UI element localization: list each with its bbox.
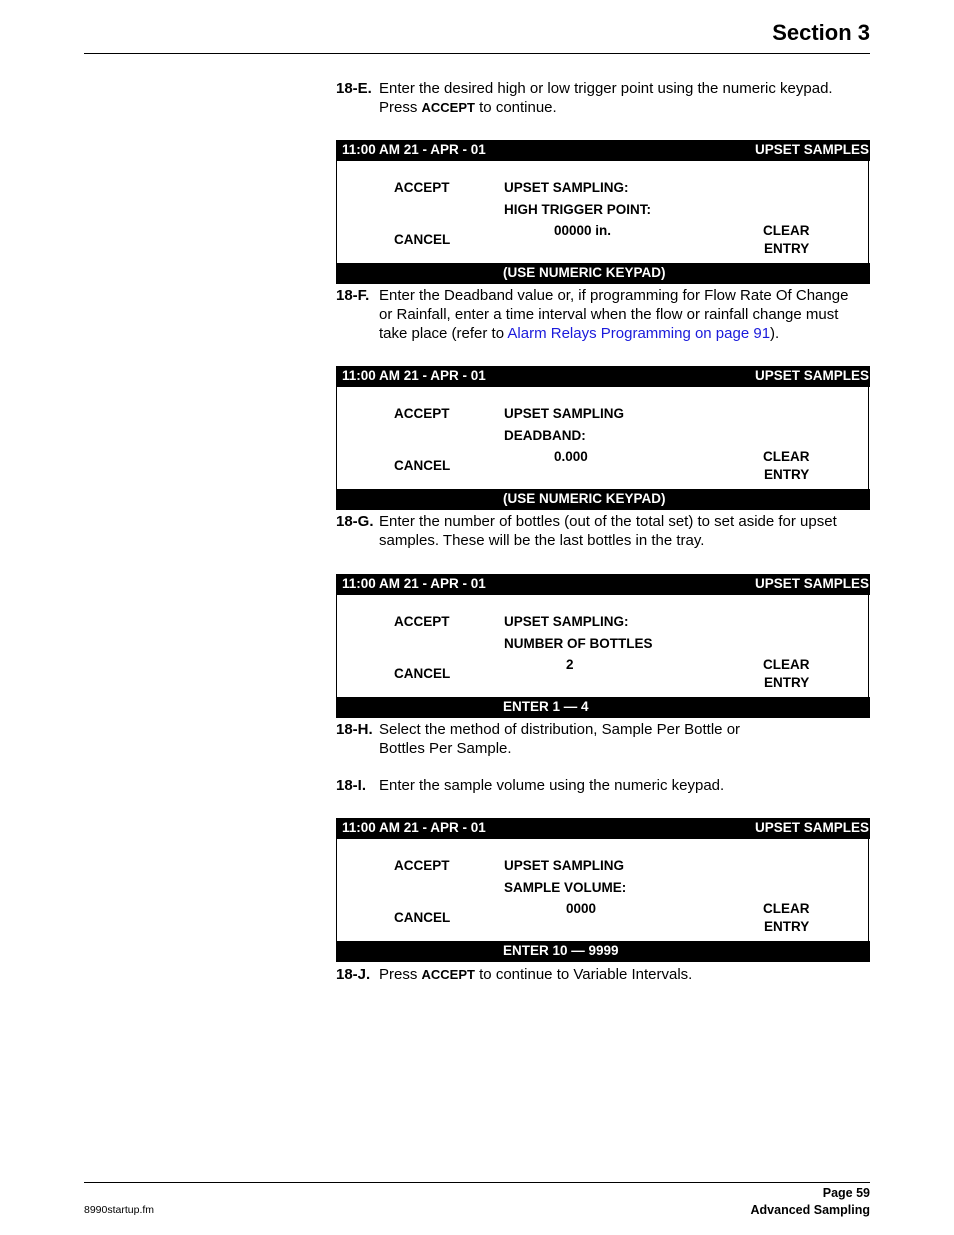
screen-header xyxy=(336,818,870,839)
page-number: Page 59 xyxy=(822,1186,870,1200)
step-18h xyxy=(336,720,876,758)
step-number: 18-F. xyxy=(336,287,370,304)
accept-softkey[interactable]: ACCEPT xyxy=(394,406,450,421)
cancel-softkey[interactable]: CANCEL xyxy=(394,666,451,681)
cancel-softkey[interactable]: CANCEL xyxy=(394,232,451,247)
screen-body xyxy=(336,839,869,941)
cancel-softkey[interactable]: CANCEL xyxy=(394,910,451,925)
step-18f xyxy=(336,286,876,343)
screen-prompt-line1: UPSET SAMPLING: xyxy=(504,614,629,629)
page-footer xyxy=(751,1185,870,1219)
source-filename: 8990startup.fm xyxy=(84,1204,155,1216)
display-screen-number-of-bottles xyxy=(336,574,870,718)
screen-value: 0000 xyxy=(566,901,597,916)
step-number: 18-E. xyxy=(336,80,372,97)
step-number: 18-G. xyxy=(336,513,374,530)
screen-footer: ENTER 10 — 9999 xyxy=(336,941,870,962)
footer-rule xyxy=(84,1182,870,1183)
accept-softkey[interactable]: ACCEPT xyxy=(394,614,450,629)
screen-prompt-line1: UPSET SAMPLING xyxy=(504,406,625,421)
clear-softkey[interactable]: CLEAR xyxy=(763,901,810,916)
step-text: Enter the sample volume using the numeric keypad. xyxy=(379,777,725,794)
step-18g xyxy=(336,512,876,550)
accept-softkey[interactable]: ACCEPT xyxy=(394,858,450,873)
screen-mode: UPSET SAMPLES xyxy=(754,368,869,383)
screen-prompt-line2: DEADBAND: xyxy=(504,428,586,443)
screen-value: 0.000 xyxy=(554,449,588,464)
section-title: Section 3 xyxy=(772,20,870,45)
screen-prompt-line2: HIGH TRIGGER POINT: xyxy=(504,202,652,217)
screen-footer: (USE NUMERIC KEYPAD) xyxy=(336,263,870,284)
screen-timestamp: 11:00 AM 21 - APR - 01 xyxy=(342,142,486,157)
step-text: Enter the number of bottles (out of the total set) to set aside for upset samples. These will be the last bottles in the tray. xyxy=(379,513,837,549)
entry-softkey-label[interactable]: ENTRY xyxy=(764,919,810,934)
screen-body xyxy=(336,387,869,489)
step-18e xyxy=(336,79,876,117)
screen-footer: (USE NUMERIC KEYPAD) xyxy=(336,489,870,510)
alarm-relays-link[interactable]: Alarm Relays Programming on page 91 xyxy=(507,325,771,342)
screen-body xyxy=(336,595,869,697)
accept-softkey[interactable]: ACCEPT xyxy=(394,180,450,195)
screen-prompt-line1: UPSET SAMPLING: xyxy=(504,180,629,195)
screen-header xyxy=(336,140,870,161)
cancel-softkey[interactable]: CANCEL xyxy=(394,458,451,473)
clear-softkey[interactable]: CLEAR xyxy=(763,449,810,464)
screen-footer: ENTER 1 — 4 xyxy=(336,697,870,718)
clear-softkey[interactable]: CLEAR xyxy=(763,223,810,238)
step-text: Enter the Deadband value or, if programming for Flow Rate Of Change or Rainfall, enter a time interval when the flow or rainfall change must take place (refer to Alarm Relays Programming on page 91). xyxy=(379,287,849,342)
screen-mode: UPSET SAMPLES xyxy=(754,576,869,591)
screen-header xyxy=(336,574,870,595)
display-screen-sample-volume xyxy=(336,818,870,962)
screen-value: 00000 in. xyxy=(554,223,612,238)
screen-timestamp: 11:00 AM 21 - APR - 01 xyxy=(342,820,486,835)
screen-prompt-line2: NUMBER OF BOTTLES xyxy=(504,636,653,651)
step-text: Press ACCEPT to continue to Variable Intervals. xyxy=(379,966,693,983)
header-rule xyxy=(84,53,870,54)
entry-softkey-label[interactable]: ENTRY xyxy=(764,675,810,690)
display-screen-deadband xyxy=(336,366,870,510)
step-text: Select the method of distribution, Sample Per Bottle or Bottles Per Sample. xyxy=(379,721,741,757)
screen-prompt-line1: UPSET SAMPLING xyxy=(504,858,625,873)
screen-mode: UPSET SAMPLES xyxy=(754,142,869,157)
display-screen-high-trigger xyxy=(336,140,870,284)
screen-header xyxy=(336,366,870,387)
step-18j xyxy=(336,965,876,984)
entry-softkey-label[interactable]: ENTRY xyxy=(764,467,810,482)
step-18i xyxy=(336,776,876,795)
step-number: 18-H. xyxy=(336,721,373,738)
screen-body xyxy=(336,161,869,263)
accept-keyword: ACCEPT xyxy=(421,967,475,982)
step-number: 18-J. xyxy=(336,966,371,983)
accept-keyword: ACCEPT xyxy=(421,100,475,115)
entry-softkey-label[interactable]: ENTRY xyxy=(764,241,810,256)
screen-value: 2 xyxy=(566,657,574,672)
screen-mode: UPSET SAMPLES xyxy=(754,820,869,835)
screen-timestamp: 11:00 AM 21 - APR - 01 xyxy=(342,576,486,591)
screen-timestamp: 11:00 AM 21 - APR - 01 xyxy=(342,368,486,383)
step-number: 18-I. xyxy=(336,777,367,794)
screen-prompt-line2: SAMPLE VOLUME: xyxy=(504,880,627,895)
chapter-title: Advanced Sampling xyxy=(750,1203,870,1217)
step-text: Enter the desired high or low trigger point using the numeric keypad. Press ACCEPT to continue. xyxy=(379,80,833,116)
clear-softkey[interactable]: CLEAR xyxy=(763,657,810,672)
